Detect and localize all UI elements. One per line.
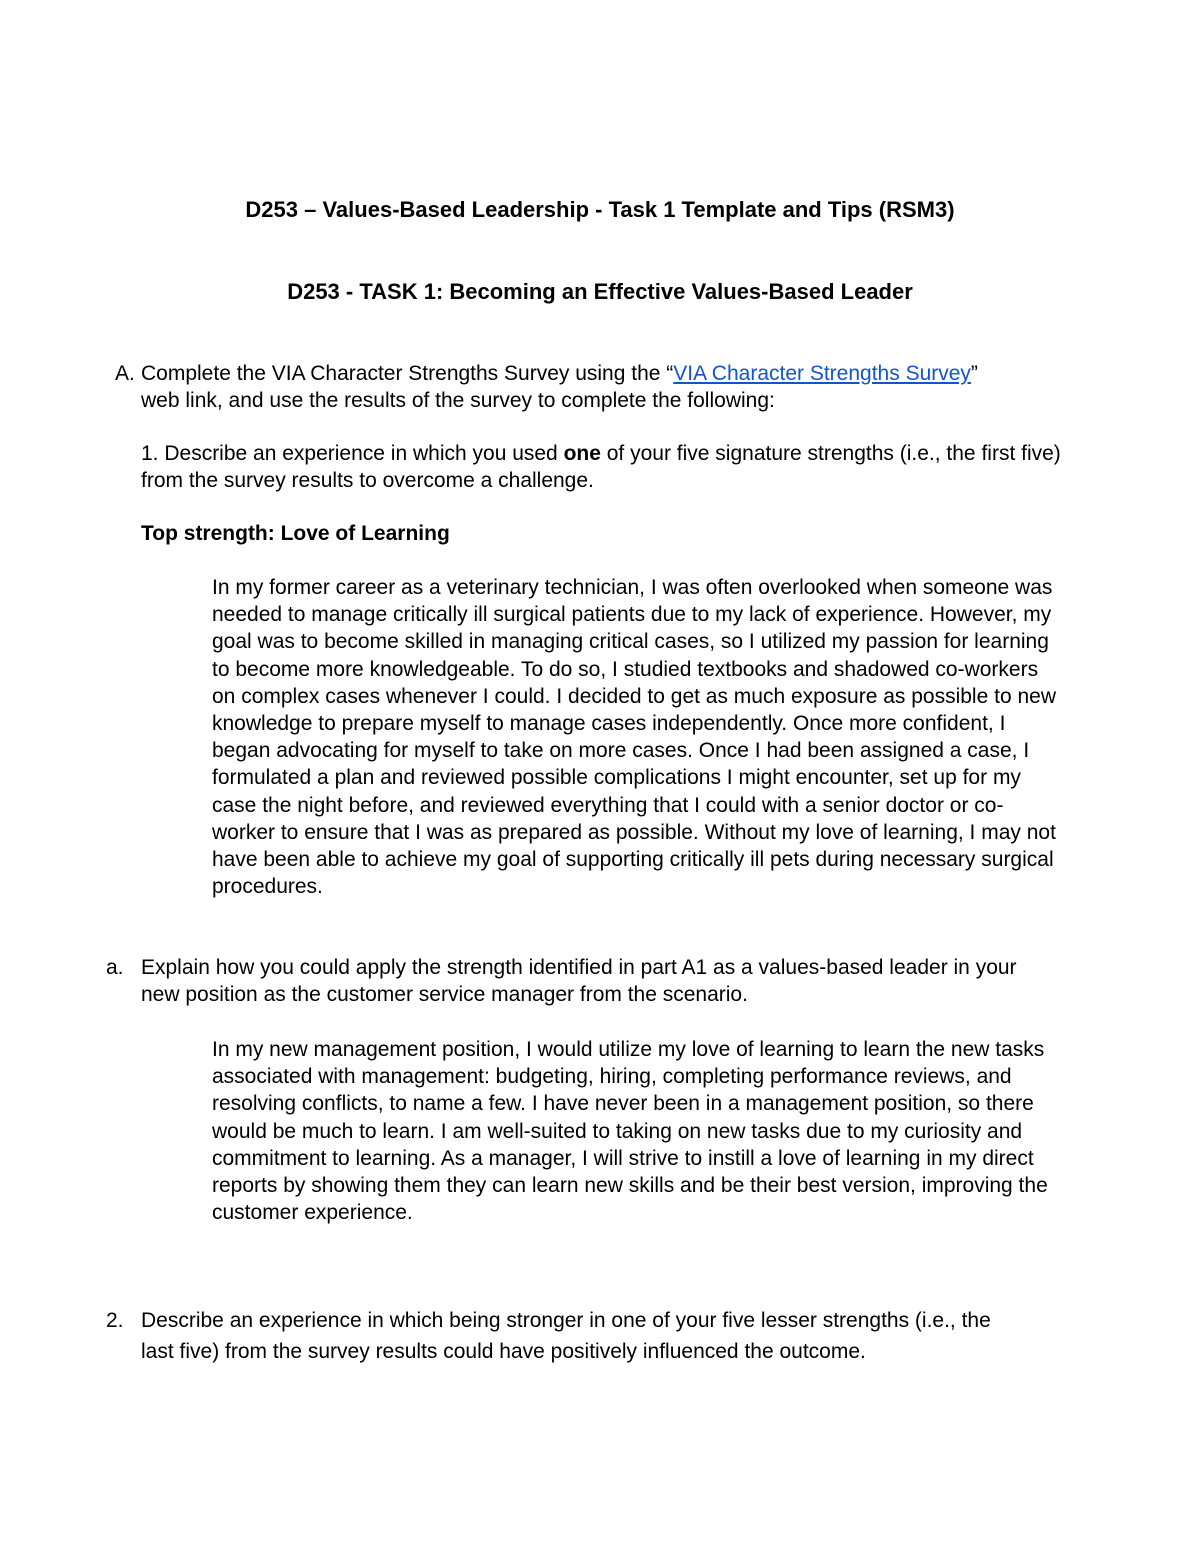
via-survey-link[interactable]: VIA Character Strengths Survey: [673, 362, 971, 385]
document-title: D253 – Values-Based Leadership - Task 1 Template and Tips (RSM3): [245, 197, 955, 222]
item-2-marker: 2.: [106, 1309, 124, 1332]
response-a-text: In my new management position, I would utilize my love of learning to learn the new tasks associated with management: budgeting, hiring, completing performance reviews, and resolving conflicts, to name a few. I have never been in a management position, so there would be much to learn. I am well-suited to taking on new tasks due to my curiosity and commitment to learning. As a manager, I will strive to instill a love of learning in my direct reports by showing them they can learn new skills and be their best version, improving the customer experience.: [212, 1038, 1048, 1225]
section-a-instructions: [141, 360, 1021, 414]
question-1-prefix: 1. Describe an experience in which you used: [141, 442, 564, 465]
top-strength-label: Top strength: Love of Learning: [141, 522, 450, 545]
item-2-text: Describe an experience in which being stronger in one of your five lesser strengths (i.e., the last five) from the survey results could have positively influenced the outcome.: [141, 1309, 991, 1363]
section-a-marker: A.: [115, 362, 135, 385]
question-1: [141, 440, 1061, 494]
item-a-marker: a.: [106, 956, 124, 979]
question-1-emphasis: one: [563, 442, 601, 465]
section-a-text-end: ” web link, and use the results of the survey to complete the following:: [141, 362, 978, 412]
task-heading: D253 - TASK 1: Becoming an Effective Values-Based Leader: [287, 279, 913, 304]
section-a-text-start: Complete the VIA Character Strengths Survey using the “: [141, 362, 674, 385]
response-1-text: In my former career as a veterinary technician, I was often overlooked when someone was needed to manage critically ill surgical patients due to my lack of experience. However, my goal was to become skilled in managing critical cases, so I utilized my passion for learning to become more knowledgeable. To do so, I studied textbooks and shadowed co-workers on complex cases whenever I could. I decided to get as much exposure as possible to new knowledge to prepare myself to manage cases independently. Once more confident, I began advocating for myself to take on more cases. Once I had been assigned a case, I formulated a plan and reviewed possible complications I might encounter, set up for my case the night before, and reviewed everything that I could with a senior doctor or co-worker to ensure that I was as prepared as possible. Without my love of learning, I may not have been able to achieve my goal of supporting critically ill pets during necessary surgical procedures.: [212, 576, 1056, 899]
question-1-suffix: of your five signature strengths (i.e., the first five) from the survey results to overcome a challenge.: [141, 442, 1061, 492]
item-a-text: Explain how you could apply the strength identified in part A1 as a values-based leader in your new position as the customer service manager from the scenario.: [141, 956, 1017, 1006]
